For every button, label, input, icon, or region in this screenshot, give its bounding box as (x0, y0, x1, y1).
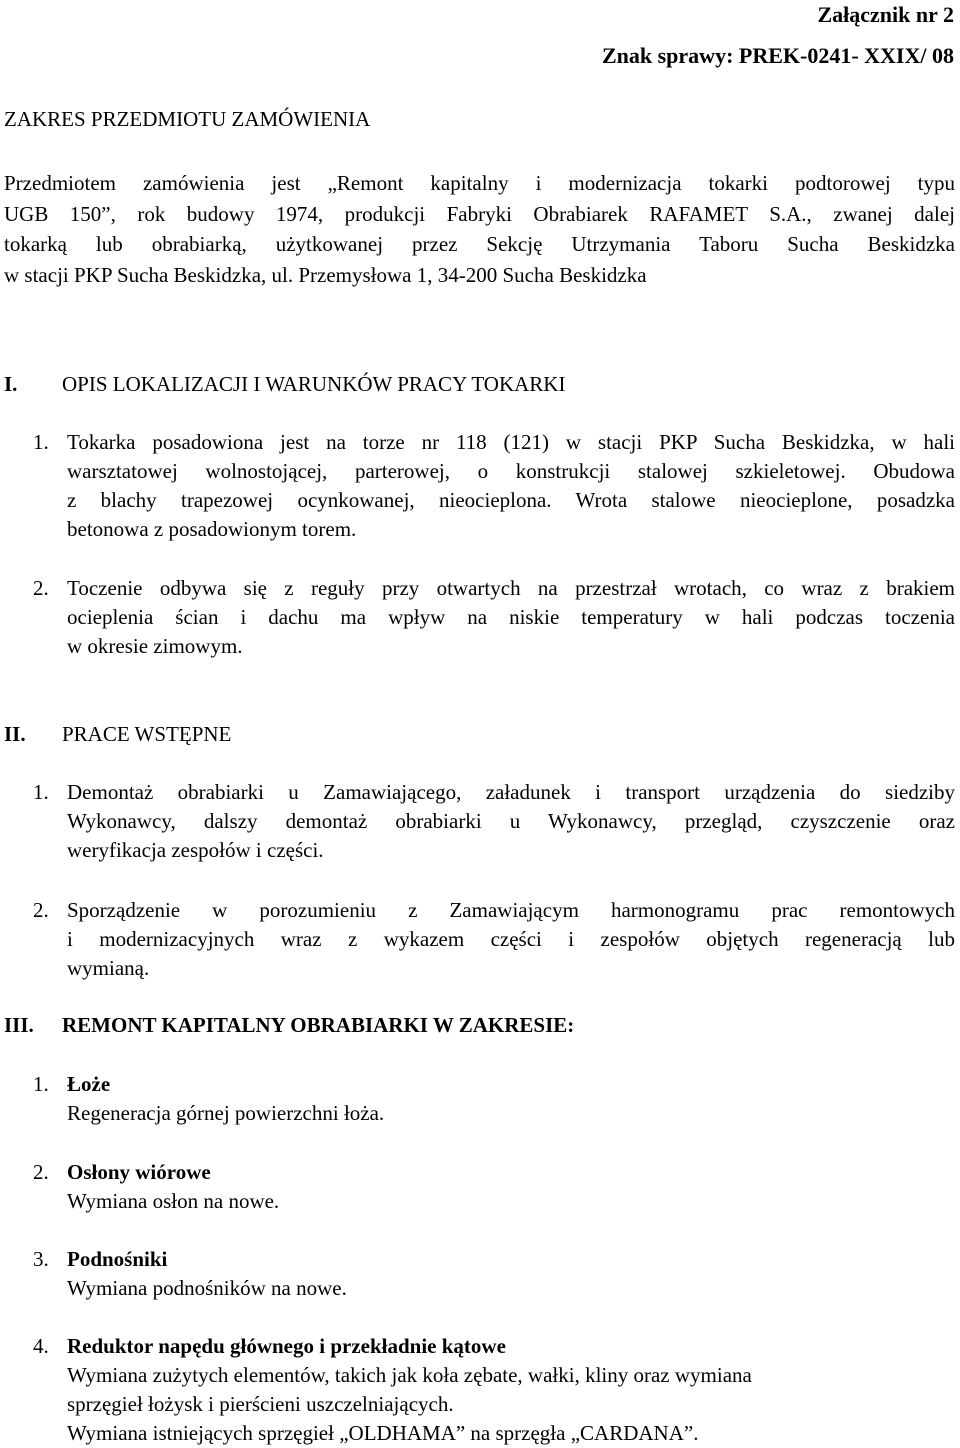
item-line: w okresie zimowym. (67, 634, 243, 658)
list-item (4, 1245, 955, 1303)
list-item (4, 574, 955, 661)
intro-line: Przedmiotem zamówienia jest „Remont kapitalny i modernizacja tokarki podtorowej typu (4, 171, 955, 195)
item-number: 2. (33, 1160, 49, 1184)
section-title: REMONT KAPITALNY OBRABIARKI W ZAKRESIE: (62, 1013, 575, 1037)
intro-paragraph (4, 168, 955, 290)
section-number: I. (4, 372, 18, 396)
item-line: Wymiana podnośników na nowe. (67, 1276, 347, 1300)
case-number: Znak sprawy: PREK-0241- XXIX/ 08 (601, 43, 954, 68)
item-line: warsztatowej wolnostojącej, parterowej, o konstrukcji stalowej szkieletowej. Obudowa (67, 459, 955, 483)
intro-line: tokarką lub obrabiarką, użytkowanej przez Sekcję Utrzymania Taboru Sucha Beskidzka (4, 232, 955, 256)
item-heading: Reduktor napędu głównego i przekładnie kątowe (67, 1334, 506, 1358)
item-number: 1. (33, 1072, 49, 1096)
section-number: III. (4, 1013, 34, 1037)
list-item (4, 1158, 955, 1216)
item-line: z blachy trapezowej ocynkowanej, nieocieplona. Wrota stalowe nieocieplone, posadzka (67, 488, 955, 512)
item-line: Tokarka posadowiona jest na torze nr 118 (121) w stacji PKP Sucha Beskidzka, w hali (67, 430, 955, 454)
item-heading: Łoże (67, 1072, 111, 1096)
item-line: ocieplenia ścian i dachu ma wpływ na niskie temperatury w hali podczas toczenia (67, 605, 955, 629)
intro-line: UGB 150”, rok budowy 1974, produkcji Fabryki Obrabiarek RAFAMET S.A., zwanej dalej (4, 201, 955, 226)
item-line: Wymiana istniejących sprzęgieł „OLDHAMA” na sprzęgła „CARDANA”. (67, 1421, 699, 1445)
item-number: 4. (33, 1334, 49, 1358)
section-number: II. (4, 722, 26, 746)
item-line: Demontaż obrabiarki u Zamawiającego, załadunek i transport urządzenia do siedziby (67, 780, 955, 804)
item-line: weryfikacja zespołów i części. (67, 838, 324, 862)
item-number: 3. (33, 1247, 49, 1271)
item-line: Sporządzenie w porozumieniu z Zamawiającym harmonogramu prac remontowych (67, 898, 955, 922)
list-item (4, 896, 955, 983)
item-number: 1. (33, 780, 49, 804)
item-heading: Podnośniki (67, 1247, 168, 1271)
item-line: sprzęgieł łożysk i pierścieni uszczelniających. (67, 1392, 454, 1416)
item-number: 2. (33, 898, 49, 922)
document-title: ZAKRES PRZEDMIOTU ZAMÓWIENIA (4, 107, 371, 131)
item-heading: Osłony wiórowe (67, 1160, 211, 1184)
item-number: 2. (33, 576, 49, 600)
list-item (4, 778, 955, 865)
item-line: Regeneracja górnej powierzchni łoża. (67, 1101, 385, 1125)
list-item (4, 428, 955, 544)
item-line: betonowa z posadowionym torem. (67, 517, 357, 541)
item-line: Wykonawcy, dalszy demontaż obrabiarki u Wykonawcy, przegląd, czyszczenie oraz (67, 809, 955, 833)
intro-line: w stacji PKP Sucha Beskidzka, ul. Przemysłowa 1, 34-200 Sucha Beskidzka (4, 262, 647, 287)
item-line: wymianą. (67, 956, 150, 980)
list-item (4, 1070, 955, 1128)
item-line: i modernizacyjnych wraz z wykazem części i zespołów objętych regeneracją lub (67, 927, 955, 951)
item-number: 1. (33, 430, 49, 454)
section-title: PRACE WSTĘPNE (62, 722, 232, 746)
annex-label: Załącznik nr 2 (817, 2, 954, 27)
item-line: Wymiana zużytych elementów, takich jak koła zębate, wałki, kliny oraz wymiana (67, 1363, 752, 1387)
item-line: Wymiana osłon na nowe. (67, 1189, 280, 1213)
item-line: Toczenie odbywa się z reguły przy otwartych na przestrzał wrotach, co wraz z brakiem (67, 576, 955, 600)
section-title: OPIS LOKALIZACJI I WARUNKÓW PRACY TOKARKI (62, 372, 566, 396)
list-item (4, 1332, 955, 1448)
